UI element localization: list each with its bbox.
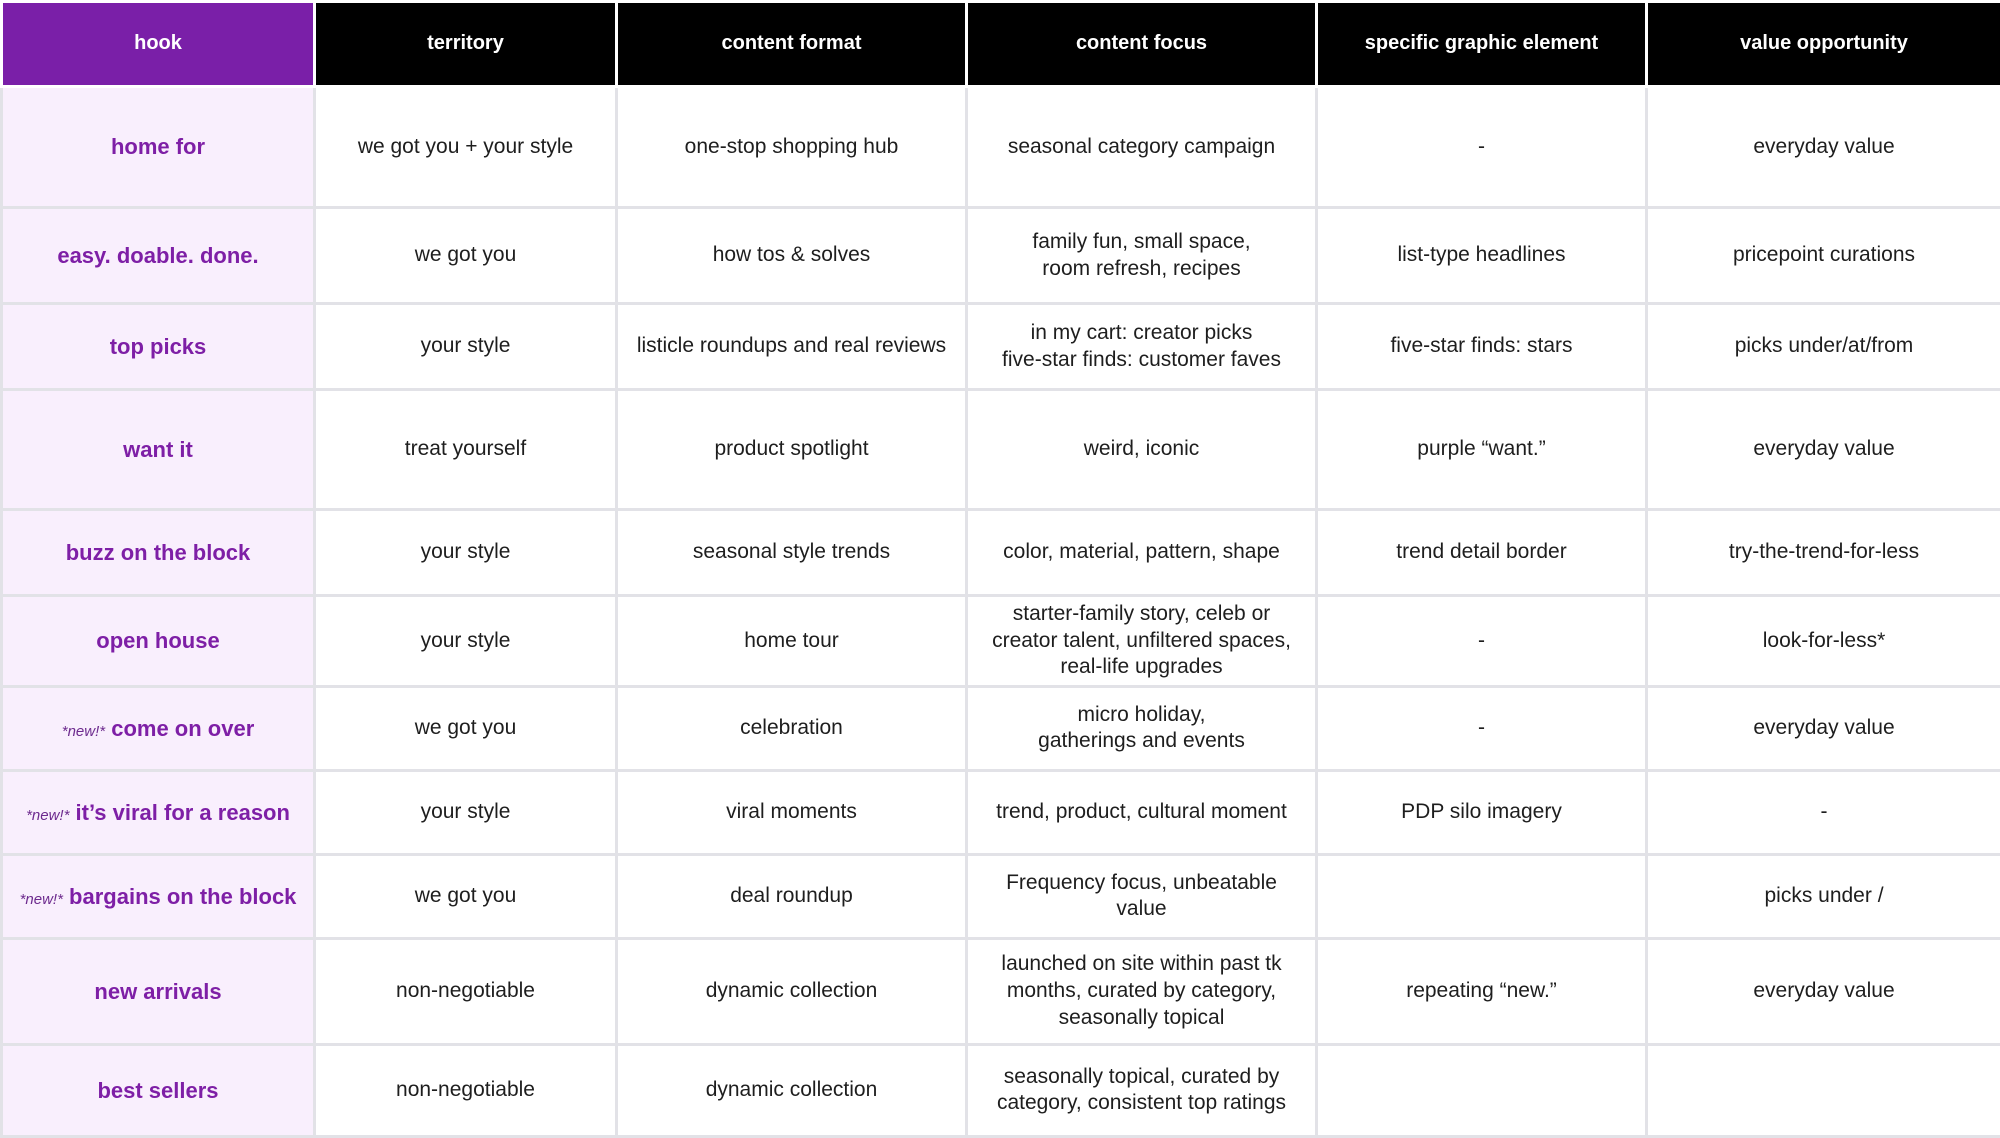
content-format-cell: deal roundup [617, 854, 967, 938]
table-row [2, 1044, 2000, 1136]
hook-label: top picks [110, 334, 207, 359]
content-focus-line: five-star finds: customer faves [978, 347, 1305, 374]
table-row [2, 686, 2000, 770]
table-row [2, 304, 2000, 390]
hook-label: best sellers [97, 1078, 218, 1103]
content-focus-line: real-life upgrades [978, 654, 1305, 681]
value-opportunity-cell: pricepoint curations [1647, 208, 2000, 304]
hook-cell [2, 596, 315, 687]
header-row [2, 2, 2000, 87]
hook-cell [2, 390, 315, 510]
content-format-cell: listicle roundups and real reviews [617, 304, 967, 390]
header-value-opportunity: value opportunity [1647, 2, 2000, 87]
hook-cell [2, 304, 315, 390]
hook-label: bargains on the block [69, 884, 296, 909]
new-tag: *new!* [20, 891, 63, 908]
table-row [2, 510, 2000, 596]
hook-label: it’s viral for a reason [76, 800, 290, 825]
content-format-cell: dynamic collection [617, 1044, 967, 1136]
graphic-element-cell: five-star finds: stars [1317, 304, 1647, 390]
header-hook: hook [2, 2, 315, 87]
content-focus-cell [967, 596, 1317, 687]
hook-label: easy. doable. done. [57, 243, 258, 268]
value-opportunity-cell: try-the-trend-for-less [1647, 510, 2000, 596]
content-focus-line: in my cart: creator picks [978, 320, 1305, 347]
content-focus-cell [967, 510, 1317, 596]
value-opportunity-cell: everyday value [1647, 938, 2000, 1044]
value-opportunity-cell: look-for-less* [1647, 596, 2000, 687]
content-focus-cell [967, 854, 1317, 938]
content-format-cell: dynamic collection [617, 938, 967, 1044]
graphic-element-cell: - [1317, 596, 1647, 687]
value-opportunity-cell: everyday value [1647, 390, 2000, 510]
content-focus-cell [967, 208, 1317, 304]
content-focus-line: room refresh, recipes [978, 256, 1305, 283]
graphic-element-cell: trend detail border [1317, 510, 1647, 596]
content-format-cell: celebration [617, 686, 967, 770]
content-focus-line: trend, product, cultural moment [978, 799, 1305, 826]
hook-label: buzz on the block [66, 540, 251, 565]
content-focus-cell [967, 686, 1317, 770]
hook-label: new arrivals [94, 979, 221, 1004]
hook-label: come on over [111, 716, 254, 741]
content-focus-line: value [978, 896, 1305, 923]
content-focus-line: months, curated by category, [978, 978, 1305, 1005]
content-focus-cell [967, 1044, 1317, 1136]
table-row [2, 596, 2000, 687]
graphic-element-cell [1317, 1044, 1647, 1136]
content-focus-line: starter-family story, celeb or [978, 601, 1305, 628]
territory-cell: non-negotiable [315, 1044, 617, 1136]
content-focus-line: category, consistent top ratings [978, 1090, 1305, 1117]
header-content-format: content format [617, 2, 967, 87]
hook-label: home for [111, 134, 205, 159]
hook-cell [2, 208, 315, 304]
territory-cell: your style [315, 596, 617, 687]
new-tag: *new!* [26, 807, 69, 824]
graphic-element-cell: purple “want.” [1317, 390, 1647, 510]
graphic-element-cell: PDP silo imagery [1317, 770, 1647, 854]
content-format-cell: one-stop shopping hub [617, 87, 967, 208]
header-graphic-element: specific graphic element [1317, 2, 1647, 87]
graphic-element-cell: - [1317, 87, 1647, 208]
territory-cell: we got you [315, 686, 617, 770]
value-opportunity-cell: picks under / [1647, 854, 2000, 938]
table-row [2, 390, 2000, 510]
content-focus-line: creator talent, unfiltered spaces, [978, 628, 1305, 655]
content-focus-line: weird, iconic [978, 436, 1305, 463]
graphic-element-cell: list-type headlines [1317, 208, 1647, 304]
graphic-element-cell: repeating “new.” [1317, 938, 1647, 1044]
hook-cell [2, 1044, 315, 1136]
content-format-cell: viral moments [617, 770, 967, 854]
content-focus-cell [967, 87, 1317, 208]
content-format-cell: home tour [617, 596, 967, 687]
territory-cell: treat yourself [315, 390, 617, 510]
content-focus-cell [967, 304, 1317, 390]
territory-cell: we got you [315, 208, 617, 304]
table-header [2, 2, 2000, 87]
content-focus-line: Frequency focus, unbeatable [978, 870, 1305, 897]
territory-cell: non-negotiable [315, 938, 617, 1044]
content-focus-cell [967, 390, 1317, 510]
header-territory: territory [315, 2, 617, 87]
table-row [2, 770, 2000, 854]
hook-cell [2, 510, 315, 596]
content-focus-line: gatherings and events [978, 728, 1305, 755]
territory-cell: we got you [315, 854, 617, 938]
content-focus-cell [967, 938, 1317, 1044]
content-format-cell: how tos & solves [617, 208, 967, 304]
value-opportunity-cell: everyday value [1647, 87, 2000, 208]
hook-cell [2, 938, 315, 1044]
new-tag: *new!* [62, 723, 105, 740]
content-focus-line: seasonal category campaign [978, 134, 1305, 161]
content-focus-line: seasonally topical [978, 1005, 1305, 1032]
hook-label: open house [96, 628, 219, 653]
table-row [2, 87, 2000, 208]
territory-cell: your style [315, 770, 617, 854]
content-focus-line: color, material, pattern, shape [978, 539, 1305, 566]
territory-cell: your style [315, 304, 617, 390]
graphic-element-cell [1317, 854, 1647, 938]
content-focus-line: launched on site within past tk [978, 951, 1305, 978]
hook-cell [2, 87, 315, 208]
table-row [2, 854, 2000, 938]
value-opportunity-cell: - [1647, 770, 2000, 854]
hook-cell [2, 854, 315, 938]
table-row [2, 938, 2000, 1044]
territory-cell: your style [315, 510, 617, 596]
graphic-element-cell: - [1317, 686, 1647, 770]
content-focus-line: micro holiday, [978, 702, 1305, 729]
hook-cell [2, 770, 315, 854]
value-opportunity-cell: everyday value [1647, 686, 2000, 770]
content-focus-line: seasonally topical, curated by [978, 1064, 1305, 1091]
value-opportunity-cell [1647, 1044, 2000, 1136]
content-focus-line: family fun, small space, [978, 229, 1305, 256]
header-content-focus: content focus [967, 2, 1317, 87]
hook-label: want it [123, 437, 193, 462]
table-body [2, 87, 2000, 1137]
territory-cell: we got you + your style [315, 87, 617, 208]
hook-cell [2, 686, 315, 770]
table-row [2, 208, 2000, 304]
content-format-cell: seasonal style trends [617, 510, 967, 596]
content-focus-cell [967, 770, 1317, 854]
content-format-cell: product spotlight [617, 390, 967, 510]
value-opportunity-cell: picks under/at/from [1647, 304, 2000, 390]
